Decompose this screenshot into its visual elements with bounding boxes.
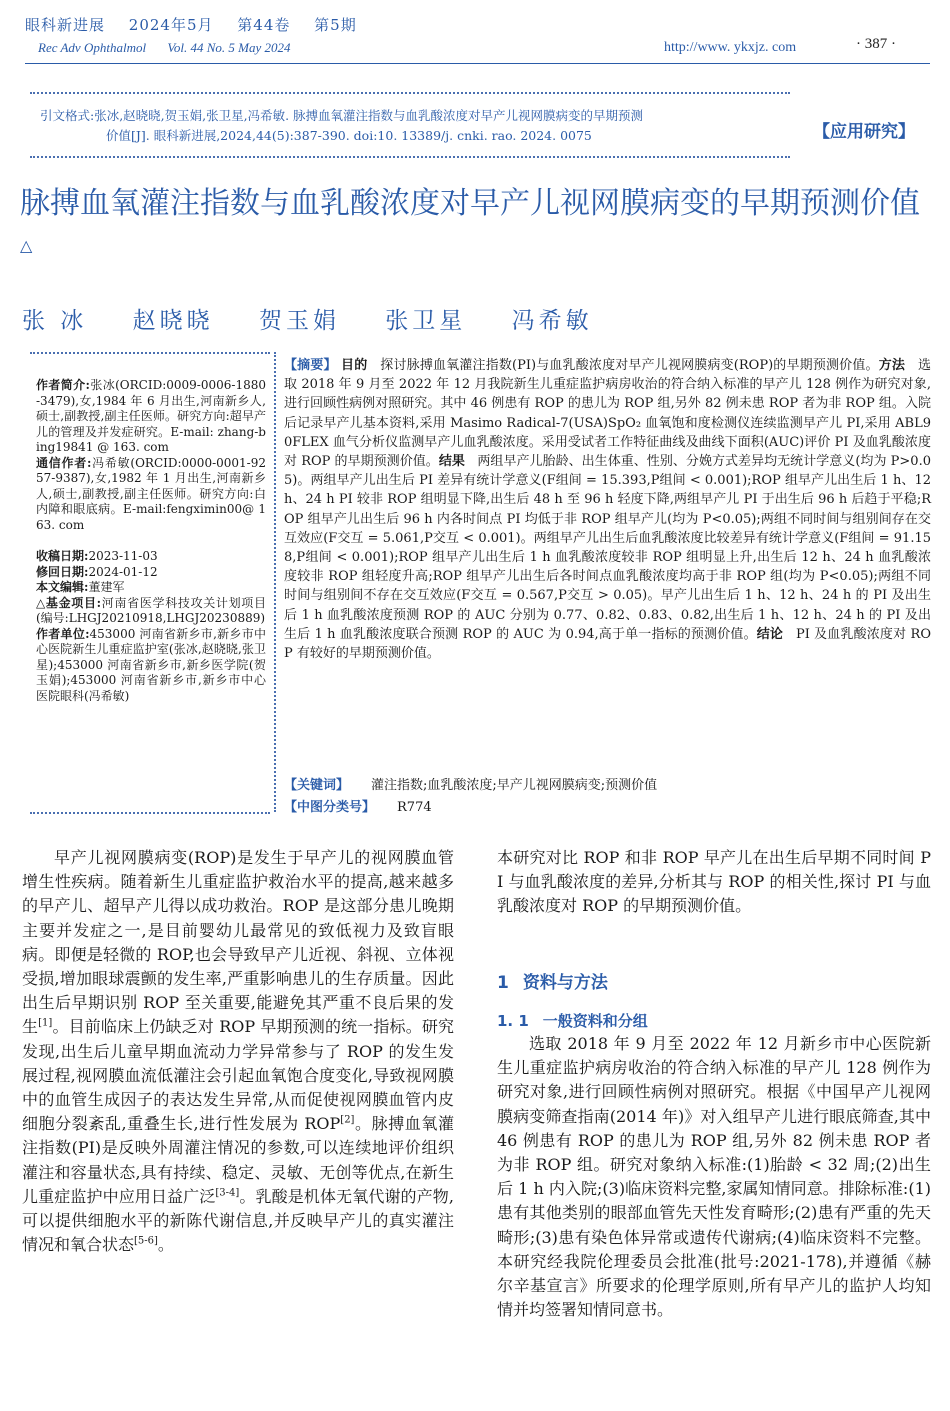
fund-text: 河南省医学科技攻关计划项目(编号:LHGJ20210918,LHGJ20230889) (36, 595, 266, 625)
intro-text-c: 。脉搏血氧灌注指数(PI)是反映外周灌注情况的参数,可以连续地评价组织灌注和容量状态,具有持续、稳定、灵敏、无创等优点,在新生儿重症监护中应用日益广泛 (22, 1114, 454, 1206)
editor-value: 董建军 (88, 580, 125, 594)
revised-date (36, 565, 266, 581)
citation-box (30, 92, 790, 158)
received-label: 收稿日期: (36, 549, 89, 563)
header-rule (25, 63, 930, 64)
revised-label: 修回日期: (36, 564, 89, 579)
abstract-label: 【摘要】 (284, 358, 337, 373)
clc-label: 【中图分类号】 (284, 800, 376, 815)
body-right-methods: 选取 2018 年 9 月至 2022 年 12 月新乡市中心医院新生儿重症监护病房收治的符合纳入标准的早产儿 128 例作为研究对象,进行回顾性病例对照研究。根据《中国早产儿视网膜病变筛查指南(2014 年)》对入组早产儿进行眼底筛查,其中 46 例患有 ROP 的患儿为 ROP 组,另外 82 例未患 ROP 者为非 ROP 组。研究对象纳入标准:(1)胎龄 < 32 周;(2)出生后 1 h 内入院;(3)临床资料完整,家属知情同意。排除标准:(1)患有其他类别的眼部血管先天性发育畸形;(2)患有严重的先天畸形;(3)患有染色体异常或遗传代谢病;(4)临床资料不完整。本研究经我院伦理委员会批准(批号:2021-178),并遵循《赫尔辛基宣言》所要求的伦理学原则,所有早产儿的监护人均知情并均签署知情同意书。 (497, 1034, 931, 1320)
sidebar-rule-top (30, 352, 270, 354)
author: 冯希敏 (511, 308, 593, 334)
clc-value: R774 (397, 800, 432, 815)
revised-value: 2024-01-12 (88, 564, 158, 579)
section-heading (497, 968, 622, 993)
author-info-sidebar (36, 378, 266, 704)
methods-label: 方法 (878, 358, 906, 373)
results-label: 结果 (438, 454, 465, 470)
clc-number (284, 796, 432, 815)
citation-ref[interactable]: [3-4] (215, 1187, 240, 1199)
intro-text: 早产儿视网膜病变(ROP)是发生于早产儿的视网膜血管增生性疾病。随着新生儿重症监护救治水平的提高,越来越多的早产儿、超早产儿得以成功救治。ROP 是这部分患儿晚期主要并发症之一,是目前婴幼儿最常见的致低视力及致盲眼病。即便是轻微的 ROP,也会导致早产儿近视、斜视、立体视受损,增加眼球震颤的发生率,严重影响患儿的生存质量。因此出生后早期识别 ROP 至关重要,能避免其严重不良后果的发生 (22, 848, 454, 1037)
results-text: 两组早产儿胎龄、出生体重、性别、分娩方式差异均无统计学意义(均为 P>0.05)。两组早产儿出生后 PI 差异有统计学意义(F组间 = 15.393,P组间 < 0.001);ROP 组早产儿出生后 1 h、12 h、24 h PI 较非 ROP 组明显下降,出生后 48 h 至 96 h 轻度下降,两组早产儿 PI 于出生后 96 h 后趋于平稳;ROP 组早产儿出生后 96 h 内各时间点 PI 均低于非 ROP 组早产儿(均为 P<0.05);两组不同时间与组别间存在交互效应(F交互 = 5.061,P交互 < 0.001)。两组早产儿出生后血乳酸浓度比较差异有统计学意义(F组间 = 91.158,P组间 < 0.001);ROP 组早产儿出生后 1 h 血乳酸浓度较非 ROP 组明显上升,出生后 12 h、24 h 血乳酸浓度较非 ROP 组轻度升高;ROP 组早产儿出生后各时间点血乳酸浓度均高于非 ROP 组(均为 P<0.05);两组不同时间与组别间不存在交互效应(F交互 = 0.567,P交互 > 0.05)。早产儿出生后 1 h、12 h、24 h 的 PI 及出生后 1 h 血乳酸浓度预测 ROP 的 AUC 分别为 0.77、0.82、0.83、0.82,出生后 1 h、12 h、24 h 的 PI 及出生后 1 h 血乳酸浓度联合预测 ROP 的 AUC 为 0.94,高于单一指标的预测价值。 (284, 454, 931, 642)
journal-url[interactable]: http://www. ykxjz. com (664, 40, 797, 55)
journal-name-en: Rec Adv Ophthalmol (38, 40, 147, 55)
intro-text-d: 。乳酸是机体无氧代谢的产物,可以提供细胞水平的新陈代谢信息,并反映早产儿的真实灌注情况和氧合状态 (22, 1186, 454, 1255)
intro-text-b: 。目前临床上仍缺乏对 ROP 早期预测的统一指标。研究发现,出生后儿童早期血流动力学异常参与了 ROP 的发生发展过程,视网膜血流低灌注会引起血氧饱合度变化,导致视网膜中的血管生成因子的表达发生异常,从而促使视网膜血管内皮细胞分裂紊乱,重叠生长,进行性发展为 ROP (22, 1017, 454, 1134)
author: 张卫星 (385, 308, 467, 334)
section-tag: 【应用研究】 (813, 122, 915, 142)
corr-label: 通信作者: (36, 455, 92, 470)
title-footnote-mark: △ (20, 236, 33, 255)
fund-label: △基金项目: (36, 595, 102, 610)
citation-ref[interactable]: [5-6] (134, 1235, 158, 1247)
keywords (284, 774, 657, 793)
objective-label: 目的 (341, 358, 368, 373)
citation-ref[interactable]: [1] (38, 1018, 53, 1030)
citation-line-1: 引文格式:张冰,赵晓晓,贺玉娟,张卫星,冯希敏. 脉搏血氧灌注指数与血乳酸浓度对早产儿视网膜病变的早期预测 (40, 108, 644, 123)
bio-label: 作者简介: (36, 378, 90, 392)
received-date (36, 549, 266, 565)
running-header-en (38, 40, 308, 56)
intro-text-e: 。 (157, 1235, 174, 1255)
corr-text: 冯希敏(ORCID:0000-0001-9257-9387),女,1982 年 1 月出生,河南新乡人,硕士,副教授,副主任医师。研究方向:白内障和眼底病。E-mail:fengximin00@ 163. com (36, 455, 266, 532)
sidebar-rule-bottom (30, 812, 270, 814)
author-bio (36, 378, 266, 456)
issue-date-cn: 2024年5月 (128, 16, 214, 34)
page-number: · 387 · (856, 36, 896, 52)
citation-ref[interactable]: [2] (340, 1114, 355, 1126)
unit-text: 453000 河南省新乡市,新乡市中心医院新生儿重症监护室(张冰,赵晓晓,张卫星);453000 河南省新乡市,新乡医学院(贺玉娟);453000 河南省新乡市,新乡市中心医院眼科(冯希敏) (36, 626, 266, 703)
bio-text: 张冰(ORCID:0009-0006-1880-3479),女,1984 年 6 月出生,河南新乡人,硕士,副教授,副主任医师。研究方向:超早产儿的管理及并发症研究。E-mail: zhang-bing19841 @ 163. com (36, 378, 266, 454)
subsection-number: 1. 1 (497, 1012, 529, 1030)
editor (36, 580, 266, 596)
author-list (22, 302, 627, 335)
author: 贺玉娟 (258, 308, 340, 334)
keywords-label: 【关键词】 (284, 778, 350, 793)
unit-label: 作者单位: (36, 626, 90, 641)
editor-label: 本文编辑: (36, 580, 89, 594)
author: 张 冰 (22, 308, 88, 334)
journal-name-cn: 眼科新进展 (25, 16, 106, 34)
author-units (36, 627, 266, 705)
author: 赵晓晓 (132, 308, 214, 334)
received-value: 2023-11-03 (88, 549, 158, 563)
objective-text: 探讨脉搏血氧灌注指数(PI)与血乳酸浓度对早产儿视网膜病变(ROP)的早期预测价值。 (380, 358, 879, 373)
number-cn: 第5期 (314, 16, 357, 34)
methods-text: 选取 2018 年 9 月至 2022 年 12 月我院新生儿重症监护病房收治的符合纳入标准的早产儿 128 例作为研究对象,进行回顾性病例对照研究。其中 46 例患有 ROP 的患儿为 ROP 组,另外 82 例未患 ROP 者为非 ROP 组。入院后记录早产儿基本资料,采用 Masimo Radical-7(USA)SpO₂ 血氧饱和度检测仪连续监测早产儿 PI,采用 ABL90FLEX 血气分析仪监测早产儿血乳酸浓度。采用受试者工作特征曲线及曲线下面积(AUC)评价 PI 及血乳酸浓度对 ROP 的早期预测价值。 (284, 358, 931, 470)
volume-cn: 第44卷 (237, 16, 291, 34)
conclusion-label: 结论 (756, 626, 784, 642)
body-left-column (22, 846, 454, 1257)
title-text: 脉搏血氧灌注指数与血乳酸浓度对早产儿视网膜病变的早期预测价值 (20, 186, 920, 221)
conclusion-text: PI 及血乳酸浓度对 ROP 有较好的早期预测价值。 (284, 626, 931, 662)
subsection-heading (497, 1010, 662, 1031)
keywords-text: 灌注指数;血乳酸浓度;早产儿视网膜病变;预测价值 (371, 778, 658, 793)
body-right-intro: 本研究对比 ROP 和非 ROP 早产儿在出生后早期不同时间 PI 与血乳酸浓度的差异,分析其与 ROP 的相关性,探讨 PI 与血乳酸浓度对 ROP 的早期预测价值。 (497, 848, 931, 916)
running-header-cn (25, 14, 375, 35)
volume-en: Vol. 44 No. 5 May 2024 (167, 40, 291, 55)
section-title: 资料与方法 (522, 973, 608, 993)
subsection-title: 一般资料和分组 (542, 1012, 648, 1030)
article-title (20, 182, 920, 270)
corresponding-author (36, 456, 266, 534)
sidebar-rule-right (274, 352, 276, 812)
abstract (284, 356, 931, 663)
fund-info (36, 596, 266, 627)
citation-line-2: 价值[J]. 眼科新进展,2024,44(5):387-390. doi:10. 13389/j. cnki. rao. 2024. 0075 (106, 128, 592, 143)
section-number: 1 (497, 973, 509, 993)
